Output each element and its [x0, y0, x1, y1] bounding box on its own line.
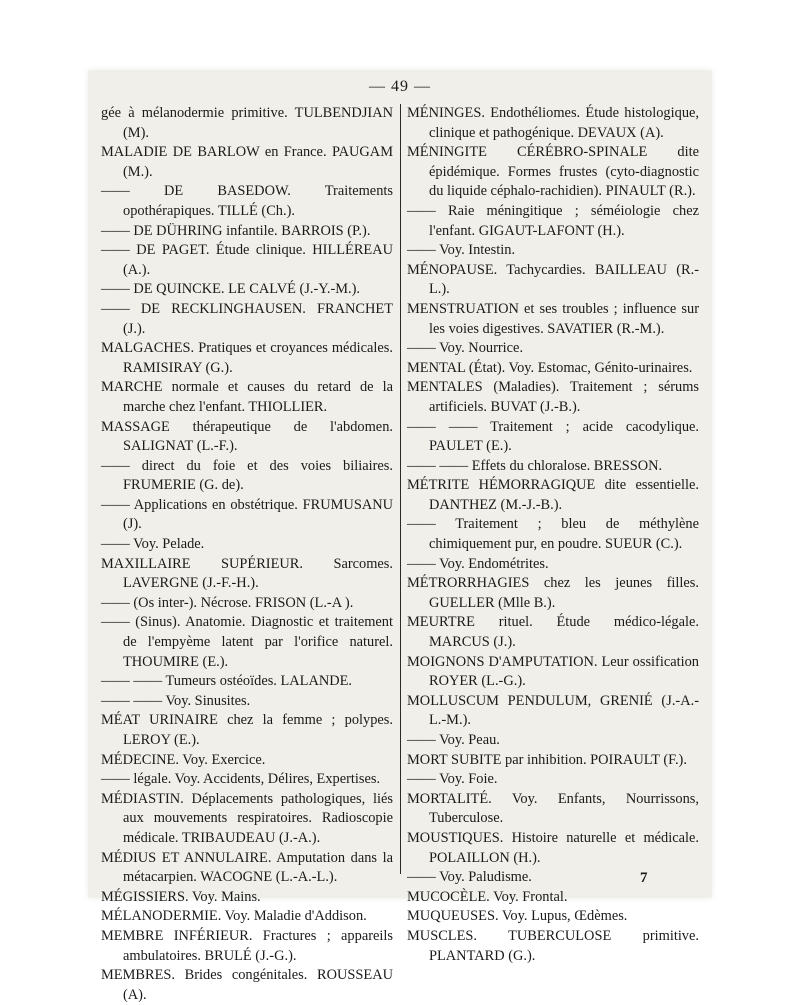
index-entry: MALADIE DE BARLOW en France. PAUGAM (M.). [101, 144, 393, 180]
index-entry: —— direct du foie et des voies biliaires. FRUMERIE (G. de). [101, 457, 393, 494]
left-column [101, 104, 393, 1005]
index-entry: —— Applications en obstétrique. FRUMUSANU (J). [101, 496, 393, 533]
index-entry: MAXILLAIRE SUPÉRIEUR. Sarcomes. LAVERGNE (J.-F.-H.). [101, 555, 393, 592]
index-entry: MARCHE normale et causes du retard de la marche chez l'enfant. THIOLLIER. [101, 379, 393, 415]
index-entry: MORTALITÉ. Voy. Enfants, Nourrissons, Tuberculose. [407, 790, 699, 827]
index-entry: —— DE QUINCKE. LE CALVÉ (J.-Y.-M.). [101, 281, 361, 298]
index-entry: —— Raie méningitique ; séméiologie chez l'enfant. GIGAUT-LAFONT (H.). [407, 202, 699, 239]
index-entry: MÉLANODERMIE. Voy. Maladie d'Addison. [101, 908, 367, 925]
page-number: — 49 — [369, 78, 431, 95]
index-entry: —— Traitement ; bleu de méthylène chimiquement pur, en poudre. SUEUR (C.). [407, 516, 699, 553]
index-entry: MÉDECINE. Voy. Exercice. [101, 751, 266, 768]
index-entry: MÉDIUS ET ANNULAIRE. Amputation dans la métacarpien. WACOGNE (L.-A.-L.). [101, 849, 393, 886]
index-entry: gée à mélanodermie primitive. TULBENDJIAN (M). [101, 105, 393, 141]
index-entry: MASSAGE thérapeutique de l'abdomen. SALIGNAT (L.-F.). [101, 418, 393, 455]
index-entry: —— Voy. Peau. [407, 732, 500, 748]
index-entry: —— Voy. Nourrice. [407, 340, 524, 357]
index-entry: MOLLUSCUM PENDULUM, GRENIÉ (J.-A.-L.-M.). [407, 692, 699, 729]
index-entry: MENTAL (État). Voy. Estomac, Génito-urinaires. [407, 359, 693, 376]
index-entry: —— —— Tumeurs ostéoïdes. LALANDE. [101, 673, 353, 690]
index-entry: —— DE DÜHRING infantile. BARROIS (P.). [101, 222, 371, 239]
index-entry: MÉTRORRHAGIES chez les jeunes filles. GUELLER (Mlle B.). [407, 575, 699, 611]
index-entry: —— DE PAGET. Étude clinique. HILLÉREAU (A.). [101, 242, 393, 278]
index-entry: MUSCLES. TUBERCULOSE primitive. PLANTARD (G.). [407, 927, 699, 964]
column-divider [400, 104, 401, 874]
index-entry: —— (Sinus). Anatomie. Diagnostic et traitement de l'empyème latent par l'orifice naturel. THOUMIRE (E.). [101, 614, 393, 670]
index-entry: MÉAT URINAIRE chez la femme ; polypes. LEROY (E.). [101, 712, 393, 748]
index-entry: —— —— Effets du chloralose. BRESSON. [407, 457, 663, 474]
index-entry: MÉNINGES. Endothéliomes. Étude histologique, clinique et pathogénique. DEVAUX (A). [407, 105, 699, 141]
index-entry: MÉNINGITE CÉRÉBRO-SPINALE dite épidémique. Formes frustes (cyto-diagnostic du liquide céphalo-rachidien). PINAULT (R.). [407, 144, 699, 200]
index-entry: —— Voy. Endométrites. [407, 555, 549, 572]
index-entry: —— —— Traitement ; acide cacodylique. PAULET (E.). [407, 418, 699, 455]
index-entry: MÉGISSIERS. Voy. Mains. [101, 888, 261, 905]
index-entry: MORT SUBITE par inhibition. POIRAULT (F.). [407, 751, 687, 768]
index-entry: MENTALES (Maladies). Traitement ; sérums artificiels. BUVAT (J.-B.). [407, 379, 699, 415]
index-entry: —— DE RECKLINGHAUSEN. FRANCHET (J.). [101, 300, 393, 337]
index-entry: MEMBRES. Brides congénitales. ROUSSEAU (A). [101, 967, 393, 1003]
index-entry: MENSTRUATION et ses troubles ; influence sur les voies digestives. SAVATIER (R.-M.). [407, 300, 699, 337]
index-entry: —— (Os inter-). Nécrose. FRISON (L.-A ). [101, 594, 354, 611]
right-column [407, 104, 699, 966]
index-entry: MEMBRE INFÉRIEUR. Fractures ; appareils ambulatoires. BRULÉ (J.-G.). [101, 927, 393, 964]
index-entry: MÉTRITE HÉMORRAGIQUE dite essentielle. DANTHEZ (M.-J.-B.). [407, 477, 699, 513]
index-entry: —— DE BASEDOW. Traitements opothérapiques. TILLÉ (Ch.). [101, 183, 393, 219]
index-entry: —— Voy. Pelade. [101, 536, 205, 553]
index-entry: —— Voy. Paludisme. [407, 869, 532, 886]
index-entry: —— légale. Voy. Accidents, Délires, Expertises. [101, 771, 381, 788]
index-entry: MÉNOPAUSE. Tachycardies. BAILLEAU (R.-L.). [407, 261, 699, 298]
index-entry: MOUSTIQUES. Histoire naturelle et médicale. POLAILLON (H.). [407, 829, 699, 866]
index-entry: MUCOCÈLE. Voy. Frontal. [407, 888, 568, 905]
index-entry: MALGACHES. Pratiques et croyances médicales. RAMISIRAY (G.). [101, 340, 393, 376]
index-entry: MOIGNONS D'AMPUTATION. Leur ossification ROYER (L.-G.). [407, 653, 699, 690]
index-entry: MUQUEUSES. Voy. Lupus, Œdèmes. [407, 908, 628, 925]
index-entry: —— Voy. Foie. [407, 771, 498, 788]
index-entry: MEURTRE rituel. Étude médico-légale. MARCUS (J.). [407, 614, 699, 651]
index-entry: —— —— Voy. Sinusites. [101, 692, 251, 709]
index-entry: MÉDIASTIN. Déplacements pathologiques, liés aux mouvements respiratoires. Radioscopie médicale. TRIBAUDEAU (J.-A.). [101, 790, 393, 846]
signature-mark: 7 [640, 870, 648, 886]
index-entry: —— Voy. Intestin. [407, 242, 516, 259]
